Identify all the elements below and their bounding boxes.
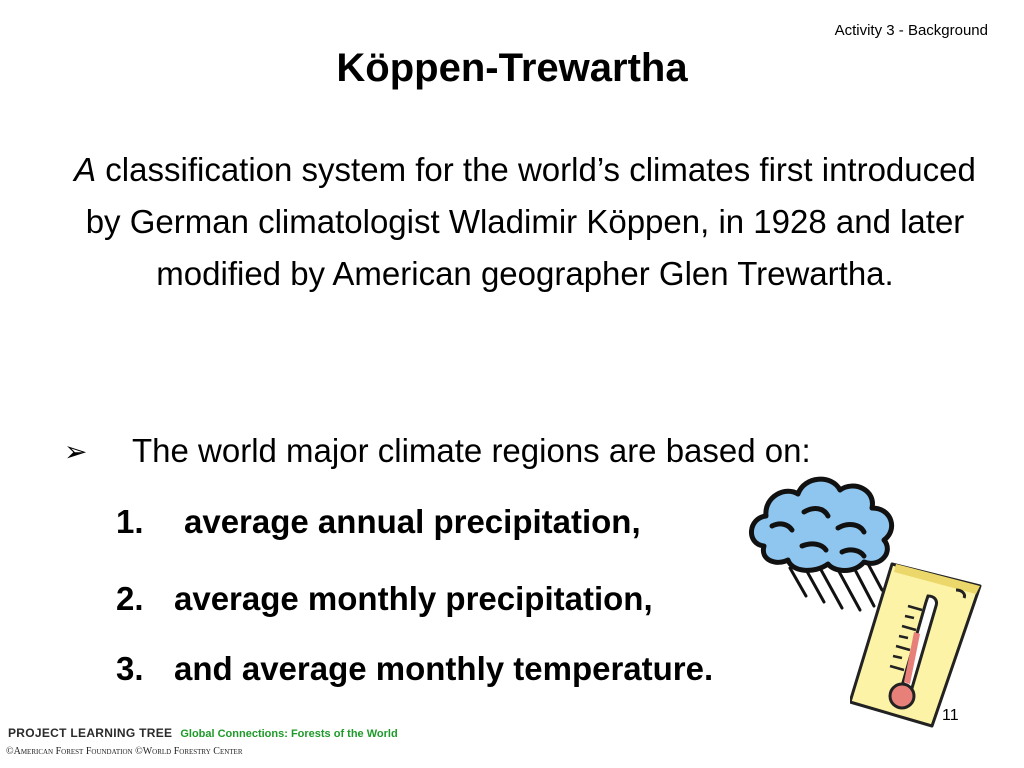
bullet-item xyxy=(64,432,811,470)
intro-body: classification system for the world’s climates first introduced by German climatologist Wladimir Köppen, in 1928 and later modified by American geographer Glen Trewartha. xyxy=(85,151,976,292)
org-tagline: Global Connections: Forests of the World xyxy=(180,728,398,740)
org-name: PROJECT LEARNING TREE xyxy=(8,726,173,740)
thermometer-icon xyxy=(850,556,990,731)
list-text: and average monthly temperature. xyxy=(174,650,714,687)
bullet-text: The world major climate regions are based on: xyxy=(132,432,811,469)
intro-paragraph xyxy=(70,144,980,300)
intro-lead: A xyxy=(74,151,97,188)
list-number: 1. xyxy=(116,503,144,540)
arrow-bullet-icon: ➢ xyxy=(64,435,88,467)
footer-org xyxy=(8,726,398,740)
list-number: 2. xyxy=(116,580,144,617)
page-number: 11 xyxy=(942,707,959,724)
list-item xyxy=(116,580,653,618)
list-text: average monthly precipitation, xyxy=(174,580,653,617)
header-note: Activity 3 - Background xyxy=(834,22,988,39)
footer-credits: ©American Forest Foundation ©World Forestry Center xyxy=(6,746,243,757)
list-text: average annual precipitation, xyxy=(184,503,641,540)
list-item xyxy=(116,650,713,688)
slide-title: Köppen-Trewartha xyxy=(336,46,688,90)
list-number: 3. xyxy=(116,650,144,687)
list-item xyxy=(116,503,641,541)
